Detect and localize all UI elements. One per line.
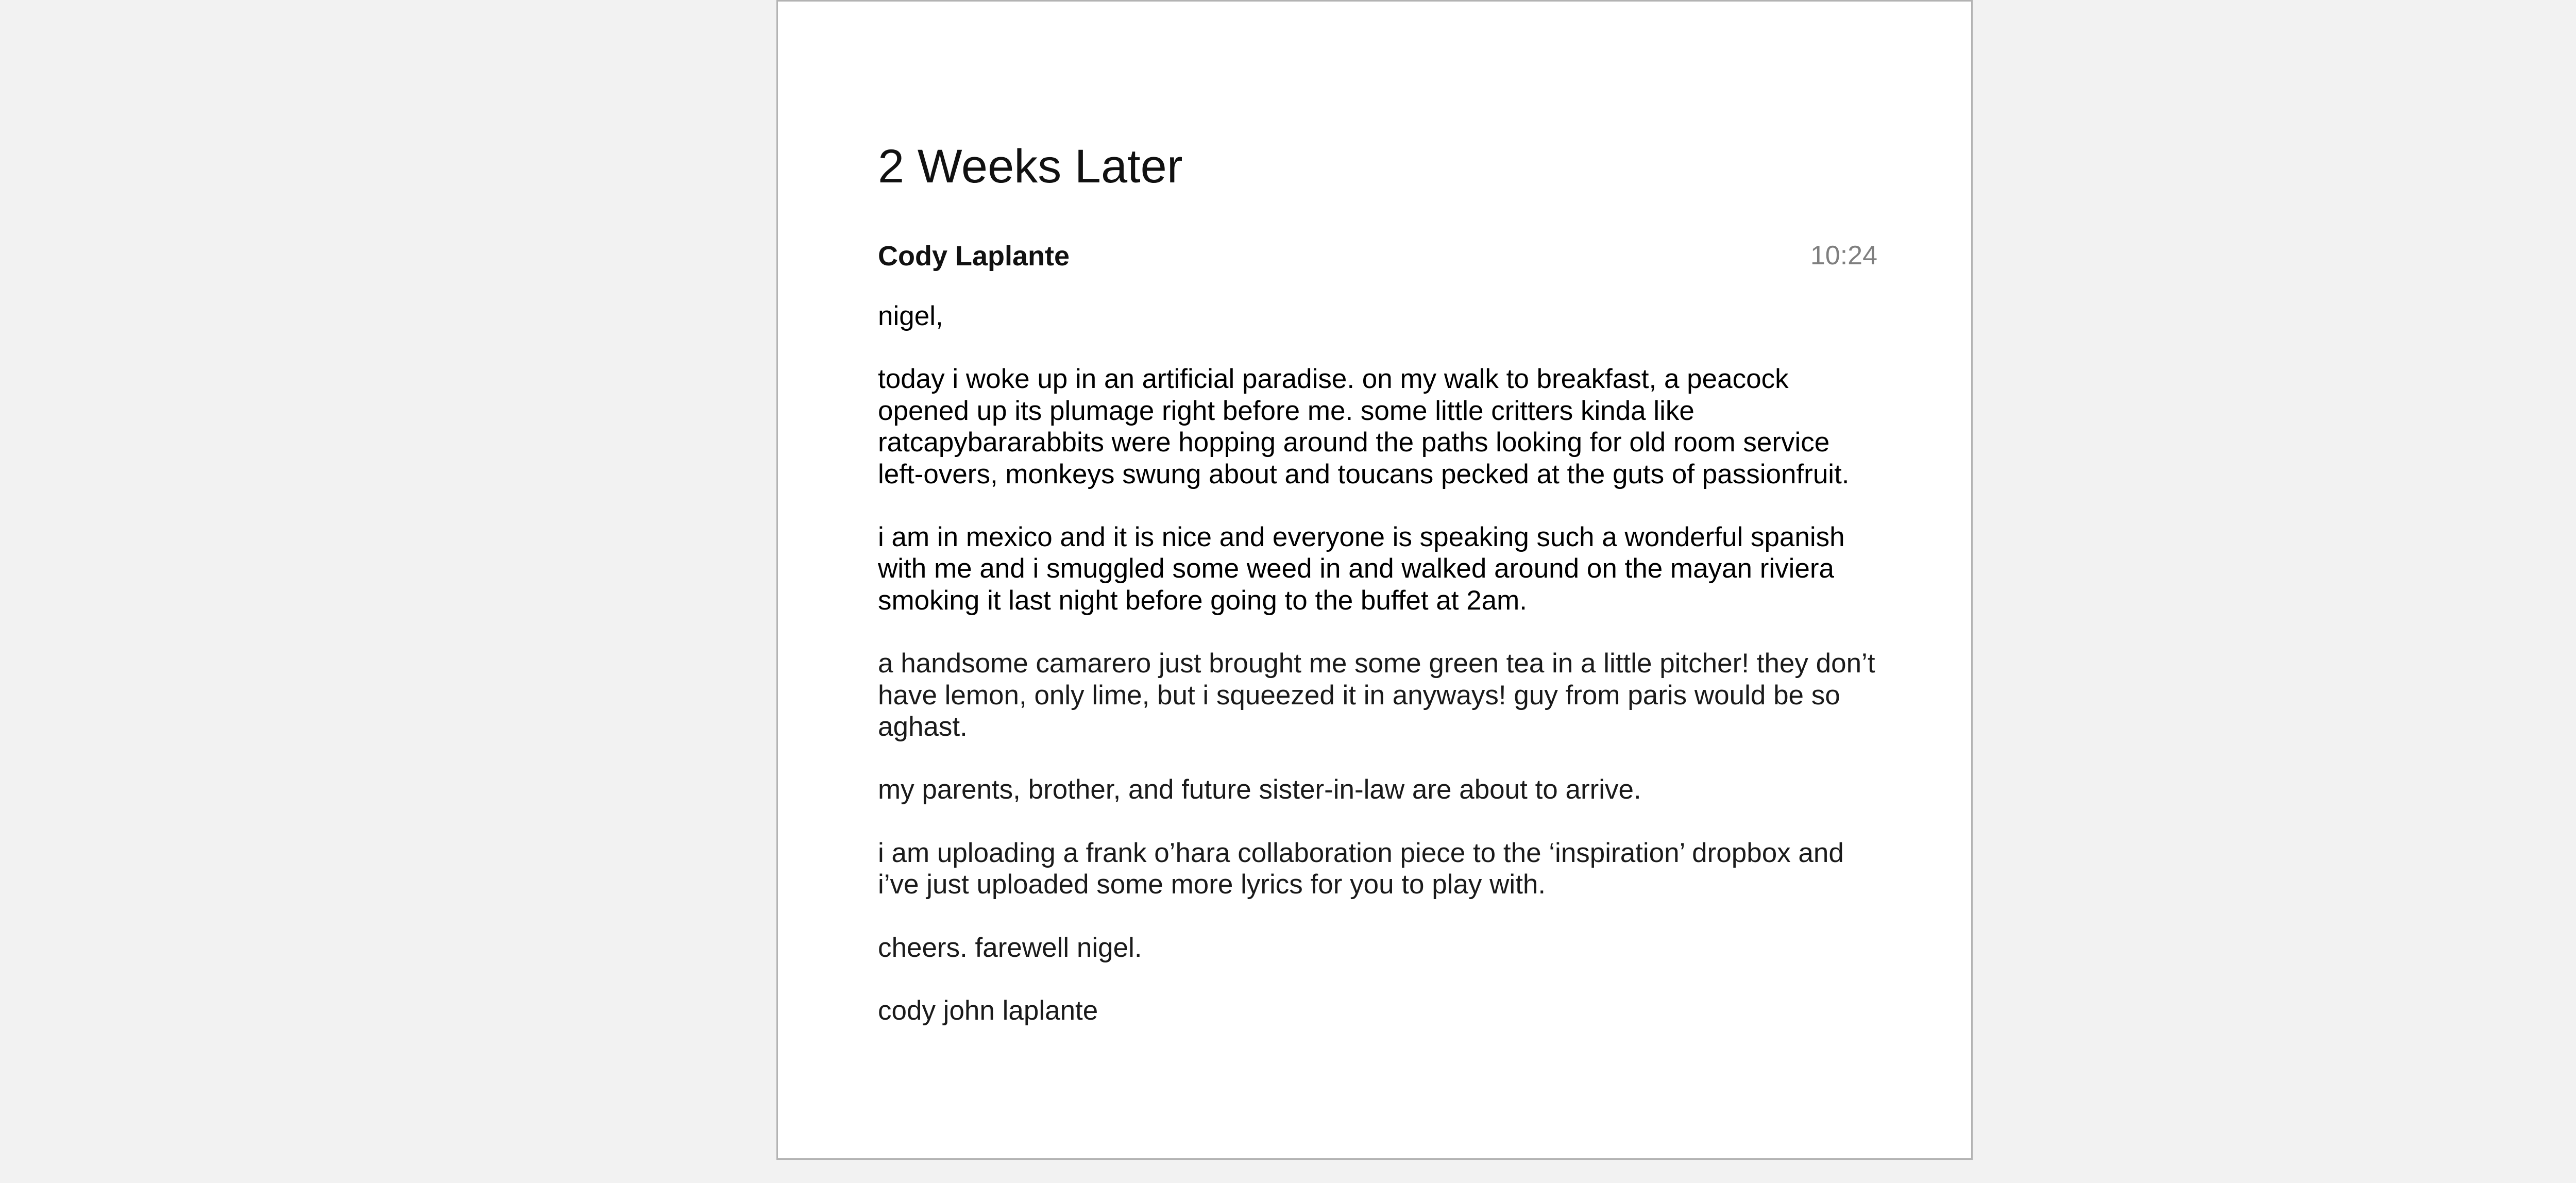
body-paragraph: today i woke up in an artificial paradise. on my walk to breakfast, a peacock opened up its plumage right before me. some little critters kinda like ratcapybararabbits were hopping around the paths looking for old room service left-overs, monkeys swung about and toucans pecked at the guts of passionfruit. bbox=[878, 364, 1850, 489]
closing: cheers. farewell nigel. bbox=[878, 932, 1142, 963]
body-paragraph: i am in mexico and it is nice and everyone is speaking such a wonderful spanish with me and i smuggled some weed in and walked around on the mayan riviera smoking it last night before going to the buffet at 2am. bbox=[878, 522, 1845, 616]
body-paragraph: i am uploading a frank o’hara collaboration piece to the ‘inspiration’ dropbox and i’ve just uploaded some more lyrics for you to play with. bbox=[878, 837, 1844, 900]
page-title: 2 Weeks Later bbox=[878, 140, 1183, 193]
sender-name: Cody Laplante bbox=[878, 241, 1070, 272]
message-body bbox=[878, 300, 1877, 1058]
greeting: nigel, bbox=[878, 301, 943, 331]
message-header bbox=[878, 240, 1877, 276]
document-page bbox=[776, 0, 1973, 1160]
signature: cody john laplante bbox=[878, 995, 1098, 1026]
body-paragraph: a handsome camarero just brought me some green tea in a little pitcher! they don’t have lemon, only lime, but i squeezed it in anyways! guy from paris would be so aghast. bbox=[878, 648, 1875, 742]
body-paragraph: my parents, brother, and future sister-in-law are about to arrive. bbox=[878, 774, 1641, 805]
message-time: 10:24 bbox=[1810, 241, 1877, 271]
